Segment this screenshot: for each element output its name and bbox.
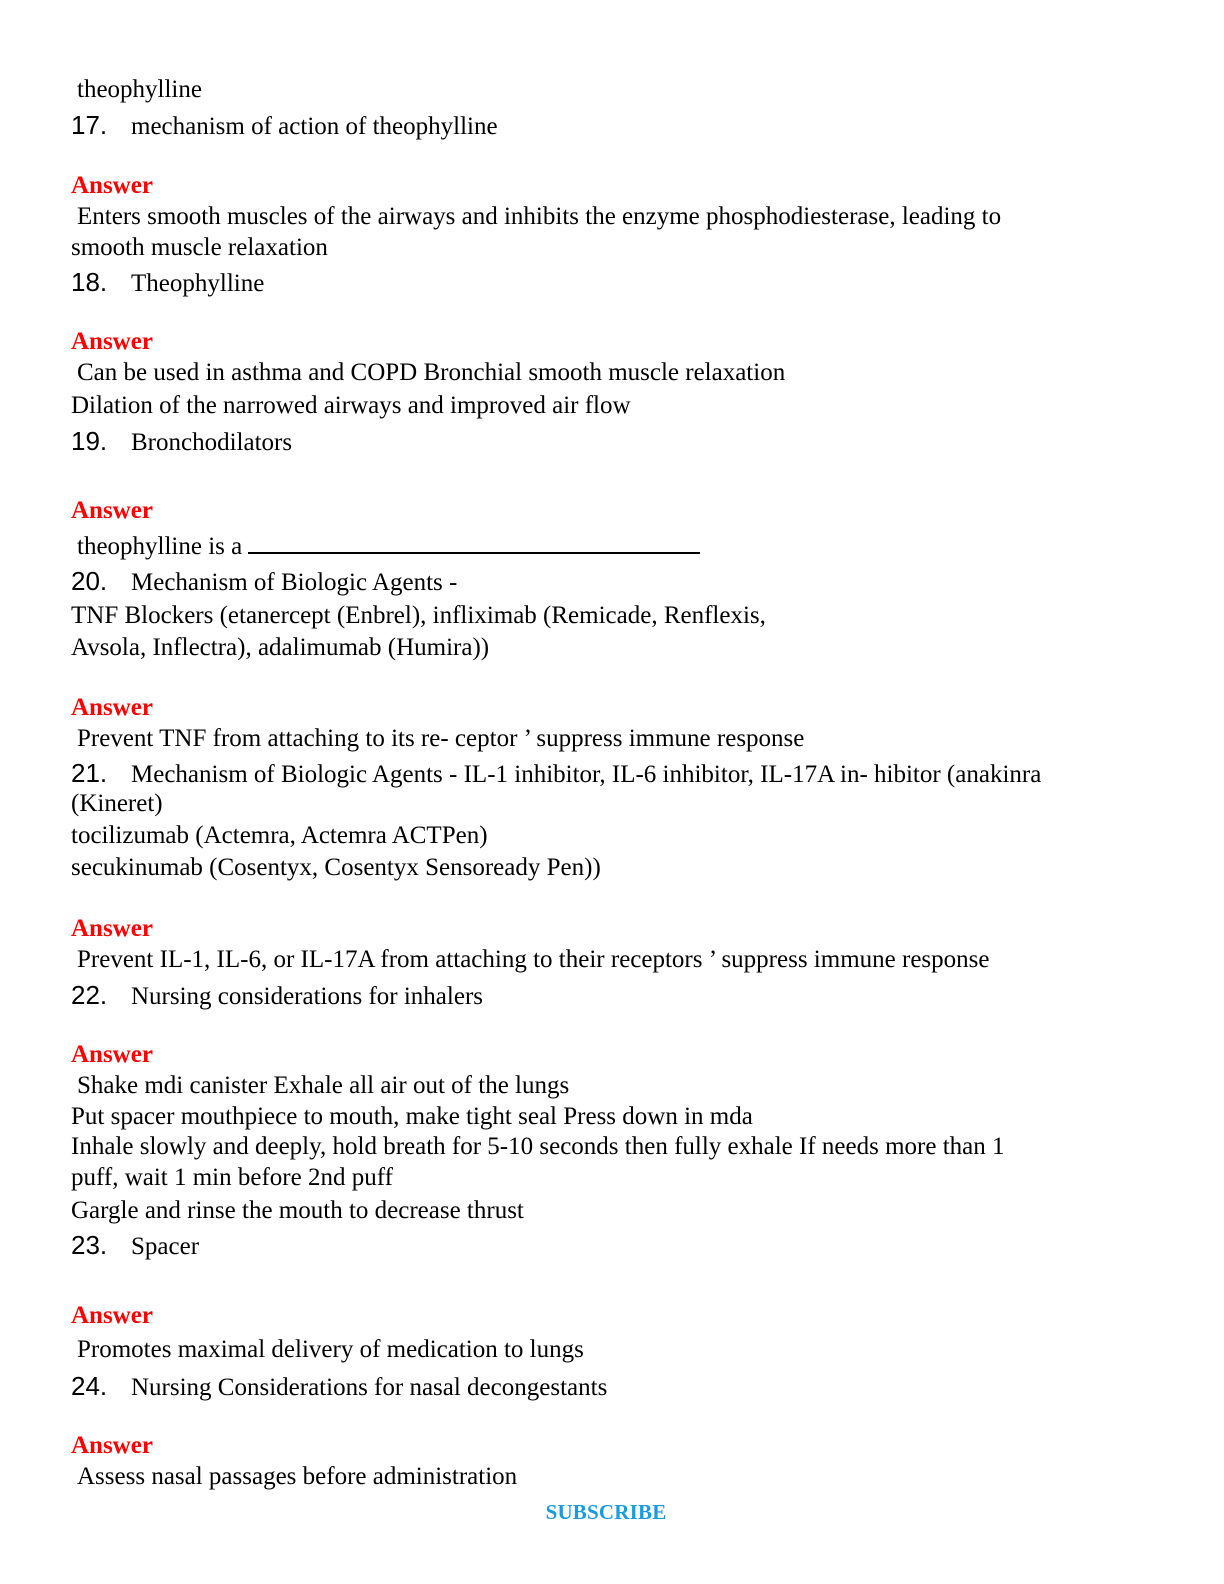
- answer-label: Answer: [71, 497, 153, 524]
- answer-line: Dilation of the narrowed airways and improved air flow: [71, 392, 631, 419]
- question-number: 20.: [71, 566, 108, 596]
- question-20: [71, 566, 457, 598]
- question-21: [71, 758, 1041, 790]
- answer-line: Prevent IL-1, IL-6, or IL-17A from attaching to their receptors ’ suppress immune response: [77, 946, 990, 973]
- answer-line: Shake mdi canister Exhale all air out of the lungs: [77, 1072, 570, 1099]
- question-line: tocilizumab (Actemra, Actemra ACTPen): [71, 822, 488, 849]
- question-text: Theophylline: [131, 270, 265, 297]
- lead-text: theophylline: [77, 76, 202, 103]
- answer-line: Assess nasal passages before administration: [77, 1463, 518, 1490]
- question-18: [71, 267, 264, 299]
- answer-line: Put spacer mouthpiece to mouth, make tight seal Press down in mda: [71, 1103, 753, 1130]
- answer-line: Enters smooth muscles of the airways and inhibits the enzyme phosphodiesterase, leading to: [77, 203, 1002, 230]
- answer-label: Answer: [71, 694, 153, 721]
- answer-label: Answer: [71, 1432, 153, 1459]
- question-text: Mechanism of Biologic Agents - IL-1 inhibitor, IL-6 inhibitor, IL-17A in- hibitor (anakinra: [131, 761, 1042, 788]
- question-line: (Kineret): [71, 790, 163, 817]
- answer-line: Promotes maximal delivery of medication to lungs: [77, 1336, 584, 1363]
- subscribe-link[interactable]: SUBSCRIBE: [545, 1500, 667, 1524]
- question-22: [71, 980, 483, 1012]
- question-line: Avsola, Inflectra), adalimumab (Humira)): [71, 634, 490, 661]
- question-number: 18.: [71, 267, 108, 297]
- answer-line: Gargle and rinse the mouth to decrease thrust: [71, 1197, 524, 1224]
- question-number: 22.: [71, 980, 108, 1010]
- question-text: Bronchodilators: [131, 429, 293, 456]
- answer-line-with-blank: [77, 530, 700, 562]
- answer-line: Inhale slowly and deeply, hold breath for 5-10 seconds then fully exhale If needs more than 1: [71, 1133, 1005, 1160]
- question-text: Nursing considerations for inhalers: [131, 983, 484, 1010]
- answer-line: Can be used in asthma and COPD Bronchial smooth muscle relaxation: [77, 359, 786, 386]
- answer-line: puff, wait 1 min before 2nd puff: [71, 1164, 393, 1191]
- answer-label: Answer: [71, 328, 153, 355]
- question-line: secukinumab (Cosentyx, Cosentyx Sensoready Pen)): [71, 854, 601, 881]
- question-text: Nursing Considerations for nasal decongestants: [131, 1374, 608, 1401]
- question-number: 24.: [71, 1371, 108, 1401]
- answer-label: Answer: [71, 1041, 153, 1068]
- question-number: 23.: [71, 1230, 108, 1260]
- question-23: [71, 1230, 199, 1262]
- question-number: 19.: [71, 426, 108, 456]
- question-text: mechanism of action of theophylline: [131, 113, 498, 140]
- fill-in-blank: [248, 530, 700, 554]
- answer-line: smooth muscle relaxation: [71, 234, 328, 261]
- answer-line: Prevent TNF from attaching to its re- ceptor ’ suppress immune response: [77, 725, 805, 752]
- answer-label: Answer: [71, 172, 153, 199]
- question-24: [71, 1371, 607, 1403]
- answer-text: theophylline is a: [77, 533, 243, 560]
- question-17: [71, 110, 498, 142]
- answer-label: Answer: [71, 915, 153, 942]
- question-line: TNF Blockers (etanercept (Enbrel), infliximab (Remicade, Renflexis,: [71, 602, 766, 629]
- question-text: Spacer: [131, 1233, 200, 1260]
- question-number: 17.: [71, 110, 108, 140]
- question-19: [71, 426, 292, 458]
- question-text: Mechanism of Biologic Agents -: [131, 569, 458, 596]
- question-number: 21.: [71, 758, 108, 788]
- answer-label: Answer: [71, 1302, 153, 1329]
